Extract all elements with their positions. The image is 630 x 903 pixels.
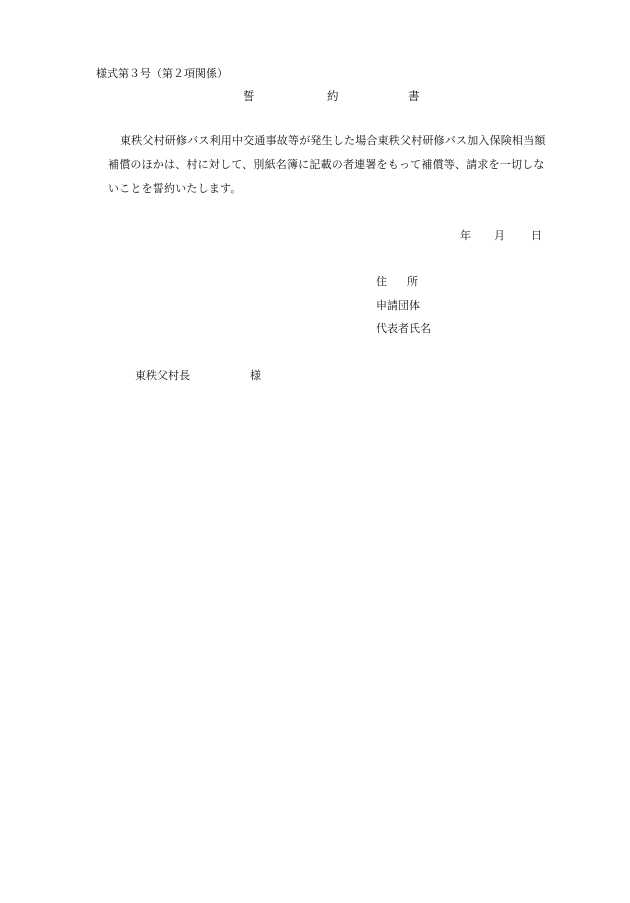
addressee-name: 東秩父村長 (135, 369, 190, 382)
pledge-body-line-1: 東秩父村研修バス利用中交通事故等が発生した場合東秩父村研修バス加入保険相当額 (120, 134, 546, 147)
address-label-char-2: 所 (407, 275, 418, 288)
address-label (376, 276, 418, 287)
form-number: 様式第３号（第２項関係） (96, 67, 228, 80)
representative-name-label: 代表者氏名 (376, 322, 431, 335)
date-year-label: 年 (460, 229, 471, 242)
pledge-body-line-3: いことを誓約いたします。 (108, 182, 242, 195)
title-char-2: 約 (327, 89, 339, 103)
date-month-label: 月 (494, 229, 505, 242)
date-day-label: 日 (531, 229, 542, 242)
address-label-char-1: 住 (376, 275, 387, 288)
title-char-1: 誓 (243, 89, 255, 103)
applicant-organization-label: 申請団体 (376, 299, 420, 312)
addressee-honorific: 様 (250, 369, 261, 382)
pledge-body-line-2: 補償のほかは、村に対して、別紙名簿に記載の者連署をもって補償等、請求を一切しな (108, 158, 545, 171)
title-char-3: 書 (408, 89, 420, 103)
